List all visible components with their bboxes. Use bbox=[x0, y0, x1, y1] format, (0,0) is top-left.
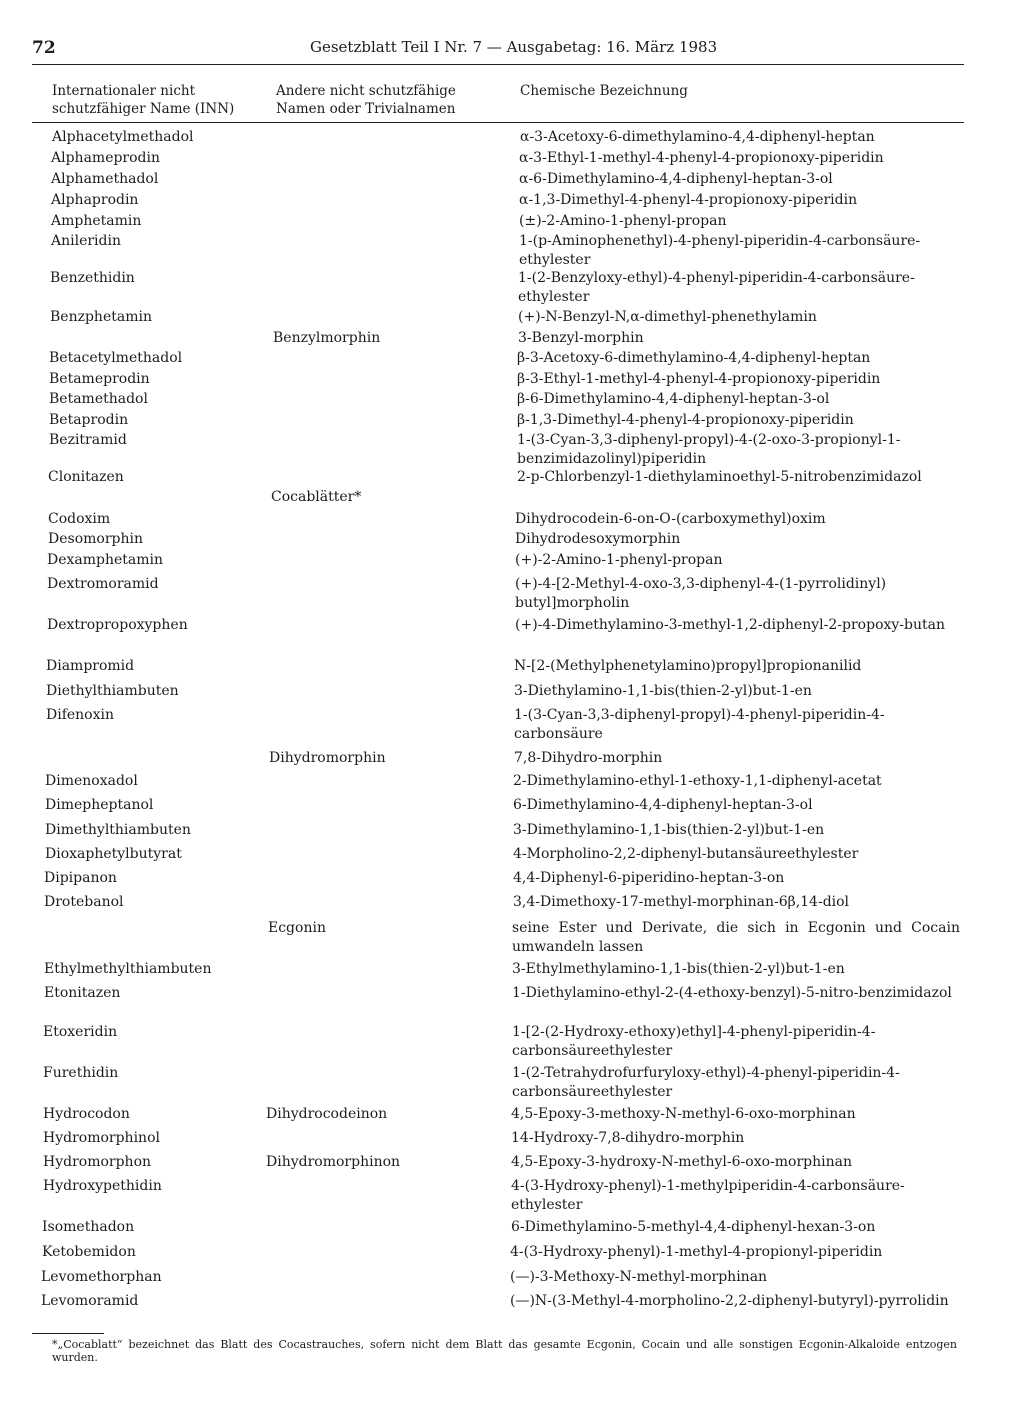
chemical-name: 3-Ethylmethylamino-1,1-bis(thien-2-yl)but-1-en bbox=[512, 961, 845, 977]
inn-name: Bezitramid bbox=[49, 432, 127, 448]
inn-name: Difenoxin bbox=[46, 707, 115, 723]
inn-name: Hydromorphon bbox=[43, 1154, 152, 1170]
chemical-name: 4,5-Epoxy-3-methoxy-N-methyl-6-oxo-morphinan bbox=[511, 1106, 856, 1122]
chemical-name: 3-Benzyl-morphin bbox=[518, 330, 644, 346]
inn-name: Furethidin bbox=[43, 1065, 119, 1081]
inn-name: Amphetamin bbox=[51, 213, 142, 229]
trivial-name: Ecgonin bbox=[268, 920, 326, 936]
column-header-chemical-name: Chemische Bezeichnung bbox=[520, 83, 688, 99]
chemical-name: (+)-4-[2-Methyl-4-oxo-3,3-diphenyl-4-(1-pyrrolidinyl) butyl]morpholin bbox=[515, 576, 887, 611]
chemical-name: β-3-Ethyl-1-methyl-4-phenyl-4-propionoxy-piperidin bbox=[517, 371, 881, 387]
column-header-inn: Internationaler nicht schutzfähiger Name (INN) bbox=[52, 83, 235, 117]
inn-name: Benzethidin bbox=[50, 270, 135, 286]
chemical-name: α-3-Acetoxy-6-dimethylamino-4,4-diphenyl-heptan bbox=[520, 129, 875, 145]
chemical-name: 4,5-Epoxy-3-hydroxy-N-methyl-6-oxo-morphinan bbox=[511, 1154, 852, 1170]
inn-name: Dimepheptanol bbox=[45, 797, 154, 813]
inn-name: Ketobemidon bbox=[42, 1244, 136, 1260]
chemical-name: 2-Dimethylamino-ethyl-1-ethoxy-1,1-diphenyl-acetat bbox=[513, 773, 882, 789]
table-header-rule bbox=[32, 122, 964, 123]
chemical-name: 1-(p-Aminophenethyl)-4-phenyl-piperidin-4-carbonsäure-ethylester bbox=[519, 233, 921, 268]
footnote-rule bbox=[32, 1333, 104, 1334]
chemical-name: 3-Dimethylamino-1,1-bis(thien-2-yl)but-1-en bbox=[513, 822, 825, 838]
chemical-name: 1-(3-Cyan-3,3-diphenyl-propyl)-4-phenyl-piperidin-4-carbonsäure bbox=[514, 707, 885, 742]
chemical-name: (+)-4-Dimethylamino-3-methyl-1,2-diphenyl-2-propoxy-butan bbox=[515, 617, 945, 633]
chemical-name: β-1,3-Dimethyl-4-phenyl-4-propionoxy-piperidin bbox=[517, 412, 854, 428]
chemical-name: 4-Morpholino-2,2-diphenyl-butansäureethylester bbox=[513, 846, 859, 862]
inn-name: Benzphetamin bbox=[50, 309, 152, 325]
inn-name: Etonitazen bbox=[44, 985, 121, 1001]
inn-name: Levomethorphan bbox=[41, 1269, 162, 1285]
header-rule bbox=[32, 64, 964, 65]
inn-name: Diampromid bbox=[46, 658, 135, 674]
inn-name: Etoxeridin bbox=[43, 1024, 118, 1040]
inn-name: Hydromorphinol bbox=[43, 1130, 160, 1146]
chemical-name: α-6-Dimethylamino-4,4-diphenyl-heptan-3-ol bbox=[519, 171, 833, 187]
chemical-name: β-6-Dimethylamino-4,4-diphenyl-heptan-3-ol bbox=[517, 391, 830, 407]
chemical-name: 4-(3-Hydroxy-phenyl)-1-methyl-4-propionyl-piperidin bbox=[510, 1244, 883, 1260]
inn-name: Alphacetylmethadol bbox=[52, 129, 194, 145]
inn-name: Codoxim bbox=[48, 511, 111, 527]
inn-name: Dexamphetamin bbox=[47, 552, 164, 568]
inn-name: Clonitazen bbox=[48, 469, 124, 485]
inn-name: Hydrocodon bbox=[43, 1106, 130, 1122]
inn-name: Levomoramid bbox=[41, 1293, 139, 1309]
chemical-name: 1-Diethylamino-ethyl-2-(4-ethoxy-benzyl)-5-nitro-benzimidazol bbox=[512, 985, 952, 1001]
chemical-name: 2-p-Chlorbenzyl-1-diethylaminoethyl-5-nitrobenzimidazol bbox=[517, 469, 922, 485]
chemical-name: Dihydrodesoxymorphin bbox=[515, 531, 681, 547]
chemical-name: α-3-Ethyl-1-methyl-4-phenyl-4-propionoxy-piperidin bbox=[519, 150, 884, 166]
inn-name: Alphaprodin bbox=[51, 192, 139, 208]
chemical-name: 14-Hydroxy-7,8-dihydro-morphin bbox=[511, 1130, 745, 1146]
inn-name: Ethylmethylthiambuten bbox=[44, 961, 212, 977]
chemical-name: (+)-2-Amino-1-phenyl-propan bbox=[515, 552, 723, 568]
chemical-name: 3-Diethylamino-1,1-bis(thien-2-yl)but-1-en bbox=[514, 683, 812, 699]
inn-name: Drotebanol bbox=[44, 894, 124, 910]
chemical-name: α-1,3-Dimethyl-4-phenyl-4-propionoxy-piperidin bbox=[519, 192, 858, 208]
inn-name: Dimethylthiambuten bbox=[45, 822, 191, 838]
trivial-name: Dihydromorphinon bbox=[266, 1154, 401, 1170]
page-header bbox=[32, 38, 964, 62]
trivial-name: Benzylmorphin bbox=[273, 330, 381, 346]
chemical-name: 4-(3-Hydroxy-phenyl)-1-methylpiperidin-4-carbonsäure-ethylester bbox=[511, 1178, 905, 1213]
inn-name: Betamethadol bbox=[49, 391, 148, 407]
inn-name: Anileridin bbox=[51, 233, 121, 249]
footnote: *„Cocablatt“ bezeichnet das Blatt des Cocastrauches, sofern nicht dem Blatt das gesamte Ecgonin, Cocain und alle sonstigen Ecgonin-Alkaloide entzogen wurden. bbox=[52, 1338, 957, 1364]
chemical-name: 3,4-Dimethoxy-17-methyl-morphinan-6β,14-diol bbox=[513, 894, 850, 910]
inn-name: Desomorphin bbox=[48, 531, 143, 547]
chemical-name: 6-Dimethylamino-4,4-diphenyl-heptan-3-ol bbox=[513, 797, 813, 813]
chemical-name: (—)-3-Methoxy-N-methyl-morphinan bbox=[510, 1269, 768, 1285]
chemical-name: Dihydrocodein-6-on-O-(carboxymethyl)oxim bbox=[515, 511, 826, 527]
trivial-name: Dihydromorphin bbox=[269, 750, 386, 766]
chemical-name: 6-Dimethylamino-5-methyl-4,4-diphenyl-hexan-3-on bbox=[511, 1219, 876, 1235]
inn-name: Betacetylmethadol bbox=[49, 350, 183, 366]
chemical-name: β-3-Acetoxy-6-dimethylamino-4,4-diphenyl-heptan bbox=[517, 350, 871, 366]
chemical-name: seine Ester und Derivate, die sich in Ecgonin und Cocain umwandeln lassen bbox=[512, 920, 960, 955]
inn-name: Betaprodin bbox=[49, 412, 129, 428]
chemical-name: 1-(2-Tetrahydrofurfuryloxy-ethyl)-4-phenyl-piperidin-4-carbonsäureethylester bbox=[512, 1065, 900, 1100]
chemical-name: N-[2-(Methylphenetylamino)propyl]propionanilid bbox=[514, 658, 862, 674]
page-number: 72 bbox=[32, 38, 56, 58]
trivial-name: Cocablätter* bbox=[271, 489, 362, 505]
inn-name: Dimenoxadol bbox=[45, 773, 138, 789]
inn-name: Isomethadon bbox=[42, 1219, 135, 1235]
chemical-name: 1-[2-(2-Hydroxy-ethoxy)ethyl]-4-phenyl-piperidin-4-carbonsäureethylester bbox=[512, 1024, 876, 1059]
inn-name: Dextropropoxyphen bbox=[47, 617, 188, 633]
inn-name: Dextromoramid bbox=[47, 576, 159, 592]
chemical-name: 4,4-Diphenyl-6-piperidino-heptan-3-on bbox=[513, 870, 785, 886]
trivial-name: Dihydrocodeinon bbox=[266, 1106, 388, 1122]
inn-name: Alphamethadol bbox=[51, 171, 159, 187]
running-head: Gesetzblatt Teil I Nr. 7 — Ausgabetag: 16. März 1983 bbox=[310, 38, 718, 56]
chemical-name: (+)-N-Benzyl-N,α-dimethyl-phenethylamin bbox=[518, 309, 817, 325]
inn-name: Dipipanon bbox=[44, 870, 117, 886]
chemical-name: 1-(2-Benzyloxy-ethyl)-4-phenyl-piperidin-4-carbonsäure-ethylester bbox=[518, 270, 915, 305]
inn-name: Hydroxypethidin bbox=[43, 1178, 162, 1194]
column-header-other-names: Andere nicht schutzfähige Namen oder Trivialnamen bbox=[276, 83, 456, 117]
inn-name: Alphameprodin bbox=[51, 150, 161, 166]
inn-name: Diethylthiambuten bbox=[46, 683, 179, 699]
inn-name: Dioxaphetylbutyrat bbox=[45, 846, 182, 862]
chemical-name: (±)-2-Amino-1-phenyl-propan bbox=[519, 213, 727, 229]
chemical-name: (—)N-(3-Methyl-4-morpholino-2,2-diphenyl-butyryl)-pyrrolidin bbox=[510, 1293, 949, 1309]
chemical-name: 7,8-Dihydro-morphin bbox=[514, 750, 663, 766]
inn-name: Betameprodin bbox=[49, 371, 150, 387]
chemical-name: 1-(3-Cyan-3,3-diphenyl-propyl)-4-(2-oxo-3-propionyl-1-benzimidazolinyl)piperidin bbox=[517, 432, 901, 467]
